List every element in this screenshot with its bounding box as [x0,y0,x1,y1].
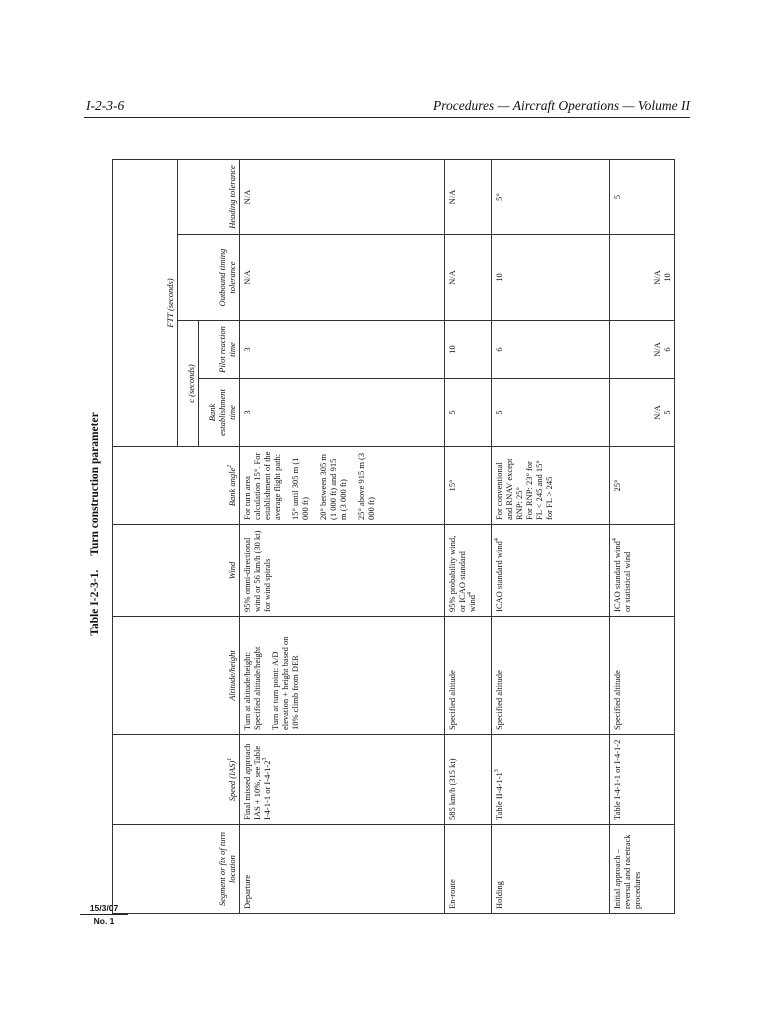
na-value: N/A [652,342,662,357]
na-value: N/A [652,270,662,285]
cell-altitude: Specified altitude [445,617,492,735]
bank-para: For RNP: 23° for FL < 245 and 15° for FL > 245 [524,460,554,520]
cell-pilot-reaction: 6 [492,321,610,379]
altitude-para: Turn at altitude/height: Specified altitude/height [242,646,262,730]
na-value: N/A [652,405,662,420]
footer-number: No. 1 [93,916,115,926]
cell-heading-tolerance: N/A [240,159,445,234]
cell-outbound-timing: N/A [445,235,492,321]
table-title-id: Table I-2-3-1. [89,569,101,636]
cell-bank-angle: 15° [445,447,492,525]
cell-bank-angle [240,447,445,525]
bank-para: 20° between 305 m (1 000 ft) and 915 m (3 000 ft) [318,454,348,520]
cell-altitude: Specified altitude [610,617,675,735]
rotated-table-block [84,134,672,914]
footnote-ref: 4 [494,538,501,542]
cell-pilot-reaction [610,321,675,379]
cell-altitude: Specified altitude [492,617,610,735]
cell-outbound-timing: 10 [492,235,610,321]
cell-wind: ICAO standard wind$^4$ or statistical wind [610,525,675,617]
cell-segment: Initial approach – reversal and racetrack procedures [610,825,675,914]
cell-speed: 585 km/h (315 kt) [445,735,492,825]
bank-para: For conventional and RNAV except RNP: 25° [494,458,524,520]
value: 10 [662,273,672,282]
header-bank-angle: Bank angle$^2$ [113,447,240,525]
bank-para: For turn area calculation 15°. For establishment of the average flight path: [242,451,282,520]
cell-heading-tolerance: 5° [492,159,610,234]
table-row-initial-approach [610,159,675,913]
header-segment: Segment or fix of turn location [113,825,240,914]
cell-pilot-reaction: 10 [445,321,492,379]
cell-pilot-reaction: 3 [240,321,445,379]
footnote-ref: 4 [612,538,619,542]
table-row-enroute [445,159,492,913]
header-outbound-timing: Outbound timing tolerance [178,235,240,321]
header-rule [84,117,690,118]
speed-footnote-ref: 1 [227,757,234,761]
header-speed: Speed (IAS)$^1$ [113,735,240,825]
header-bank-establishment: Bank establishment time [199,379,240,447]
cell-speed: Table $II-4-1-1^3$ [492,735,610,825]
value: 6 [662,347,672,352]
header-altitude: Altitude/height [113,617,240,735]
cell-speed: Table I-4-1-1 or I-4-1-2 [610,735,675,825]
cell-segment: Departure [240,825,445,914]
header-row [113,159,178,913]
cell-bank-angle: 25° [610,447,675,525]
header-ftt-group: FTT (seconds) [113,159,178,446]
cell-bank-establishment: 5 [492,379,610,447]
cell-segment: Holding [492,825,610,914]
cell-heading-tolerance: 5 [610,159,675,234]
value: 5 [662,410,672,415]
altitude-para: Turn at turn point: A/D elevation + height based on 10% climb from DER [270,636,300,730]
footnote-ref: 3 [262,757,269,761]
table-row-holding [492,159,610,913]
header-c-group: c (seconds) [178,321,199,447]
footnote-ref: 4 [467,592,474,595]
table-title [84,134,106,914]
header-pilot-reaction: Pilot reaction time [199,321,240,379]
cell-speed: Final missed approach IAS + 10%, see Table I-4-1-1 or $I-4-1-2^3$ [240,735,445,825]
table-row-departure [240,159,445,913]
cell-wind: 95% probability wind, or ICAO standard wind$^4$ [445,525,492,617]
bank-para: 15° until 305 m (1 000 ft) [290,457,310,520]
cell-segment: En-route [445,825,492,914]
header-heading-tolerance: Heading tolerance [178,159,240,234]
cell-outbound-timing [610,235,675,321]
running-header-page-number: I-2-3-6 [86,98,125,113]
running-header-title: Procedures — Aircraft Operations — Volume II [433,98,690,113]
footer-date: 15/3/07 [80,902,128,915]
cell-wind: 95% omni-directional wind or 56 km/h (30 kt) for wind spirals [240,525,445,617]
table-title-text: Turn construction parameter [89,412,101,556]
cell-bank-establishment: 5 [445,379,492,447]
cell-bank-establishment [610,379,675,447]
bank-para: 25° above 915 m (3 000 ft) [356,452,376,520]
bank-footnote-ref: 2 [227,464,234,468]
cell-outbound-timing: N/A [240,235,445,321]
cell-bank-angle [492,447,610,525]
cell-wind: ICAO standard wind$^4$ [492,525,610,617]
cell-bank-establishment: 3 [240,379,445,447]
footnote-ref: 3 [494,769,501,773]
header-wind: Wind [113,525,240,617]
turn-construction-table [112,159,675,914]
cell-altitude [240,617,445,735]
cell-heading-tolerance: N/A [445,159,492,234]
